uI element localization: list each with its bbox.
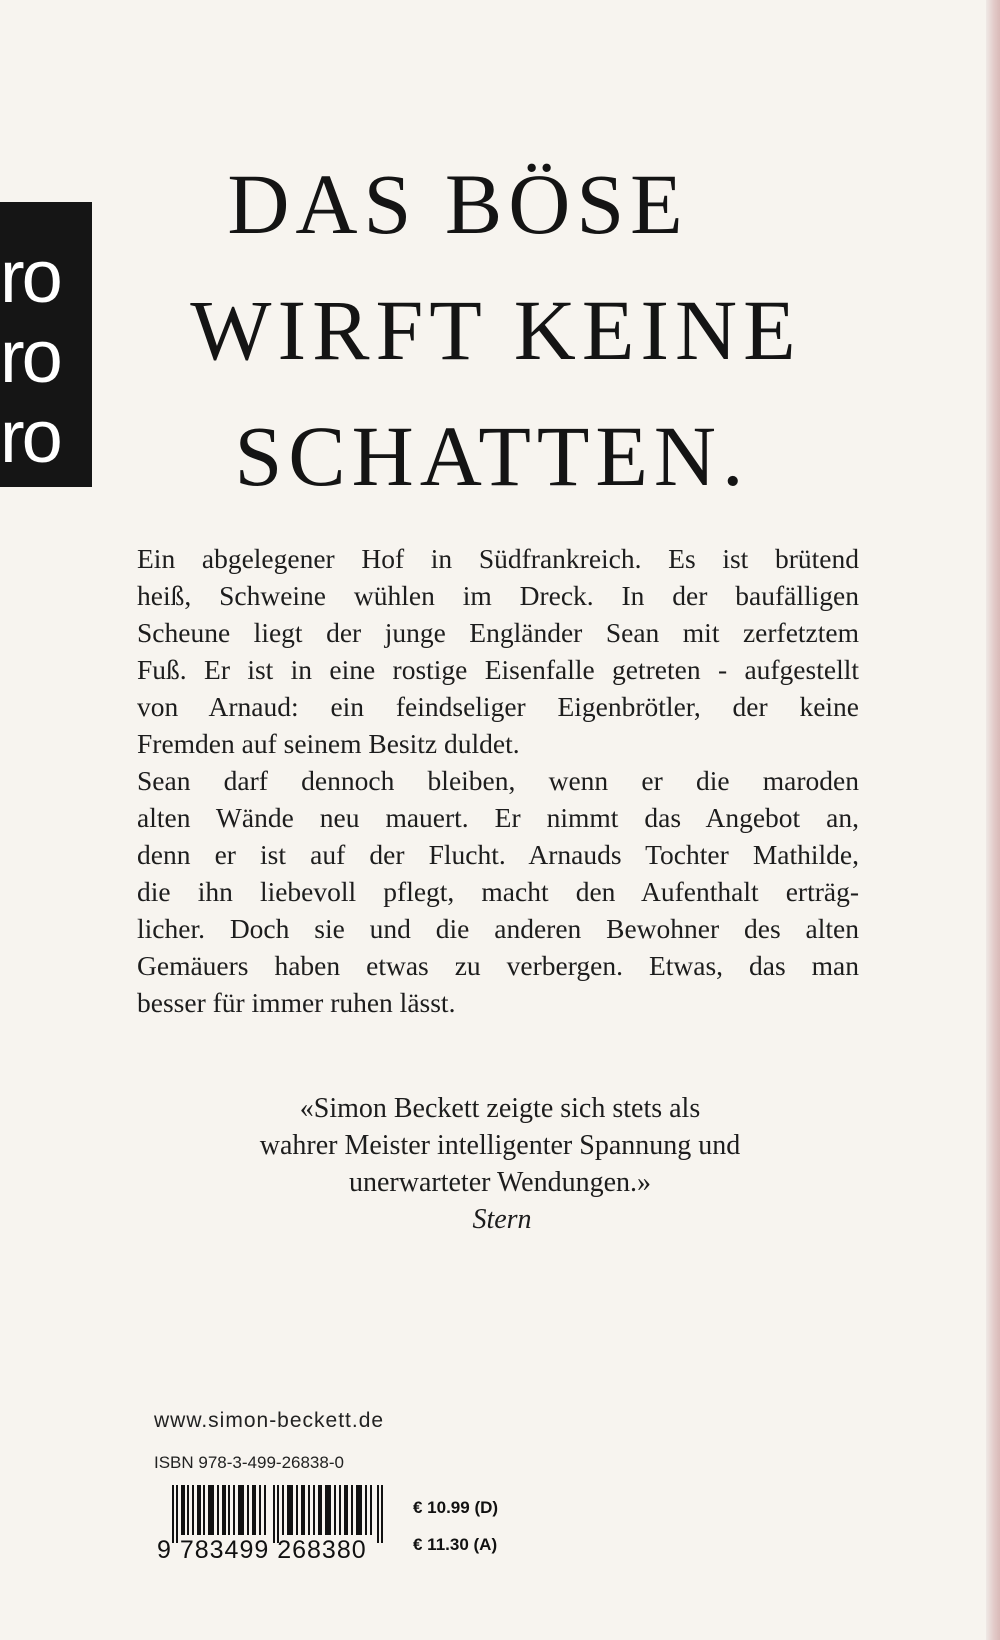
- blurb-line: Sean darf dennoch bleiben, wenn er die maroden: [137, 765, 859, 796]
- price-germany: € 10.99 (D): [413, 1498, 499, 1517]
- blurb-line: licher. Doch sie und die anderen Bewohner des alten: [137, 913, 859, 944]
- book-title-line: DAS BÖSE: [227, 156, 689, 252]
- isbn: ISBN 978-3-499-26838-0: [154, 1453, 344, 1472]
- book-title-line: SCHATTEN.: [234, 408, 750, 504]
- quote-line: «Simon Beckett zeigte sich stets als: [299, 1093, 701, 1124]
- logo-line: ro: [0, 235, 60, 318]
- blurb-line: von Arnaud: ein feindseliger Eigenbrötler, der keine: [137, 691, 859, 722]
- blurb-line: Ein abgelegener Hof in Südfrankreich. Es ist brütend: [137, 543, 859, 574]
- barcode-icon: [172, 1485, 384, 1543]
- page-edge: [986, 0, 1000, 1640]
- price-austria: € 11.30 (A): [413, 1535, 498, 1554]
- blurb-line: Scheune liegt der junge Engländer Sean mit zerfetztem: [137, 617, 859, 648]
- logo-line: ro: [0, 315, 60, 398]
- book-title-line: WIRFT KEINE: [190, 282, 802, 378]
- quote-line: wahrer Meister intelligenter Spannung und: [259, 1130, 741, 1161]
- blurb-line: Fremden auf seinem Besitz duldet.: [137, 728, 520, 759]
- press-quote: [0, 1090, 1000, 1238]
- blurb-line: heiß, Schweine wühlen im Dreck. In der baufälligen: [137, 580, 859, 611]
- blurb-line: besser für immer ruhen lässt.: [137, 987, 456, 1018]
- quote-line: unerwarteter Wendungen.»: [349, 1167, 651, 1198]
- blurb-line: Gemäuers haben etwas zu verbergen. Etwas, das man: [137, 950, 859, 981]
- barcode-digits: 9 783499 268380: [157, 1536, 367, 1564]
- quote-source: Stern: [472, 1204, 532, 1235]
- blurb-line: denn er ist auf der Flucht. Arnauds Tochter Mathilde,: [137, 839, 859, 870]
- author-website: www.simon-beckett.de: [154, 1409, 385, 1432]
- blurb-line: Fuß. Er ist in eine rostige Eisenfalle getreten - aufgestellt: [137, 654, 859, 685]
- blurb-text: [137, 540, 859, 1021]
- blurb-line: die ihn liebevoll pflegt, macht den Aufenthalt erträg-: [137, 876, 859, 907]
- logo-line: ro: [0, 397, 60, 478]
- blurb-line: alten Wände neu mauert. Er nimmt das Angebot an,: [137, 802, 859, 833]
